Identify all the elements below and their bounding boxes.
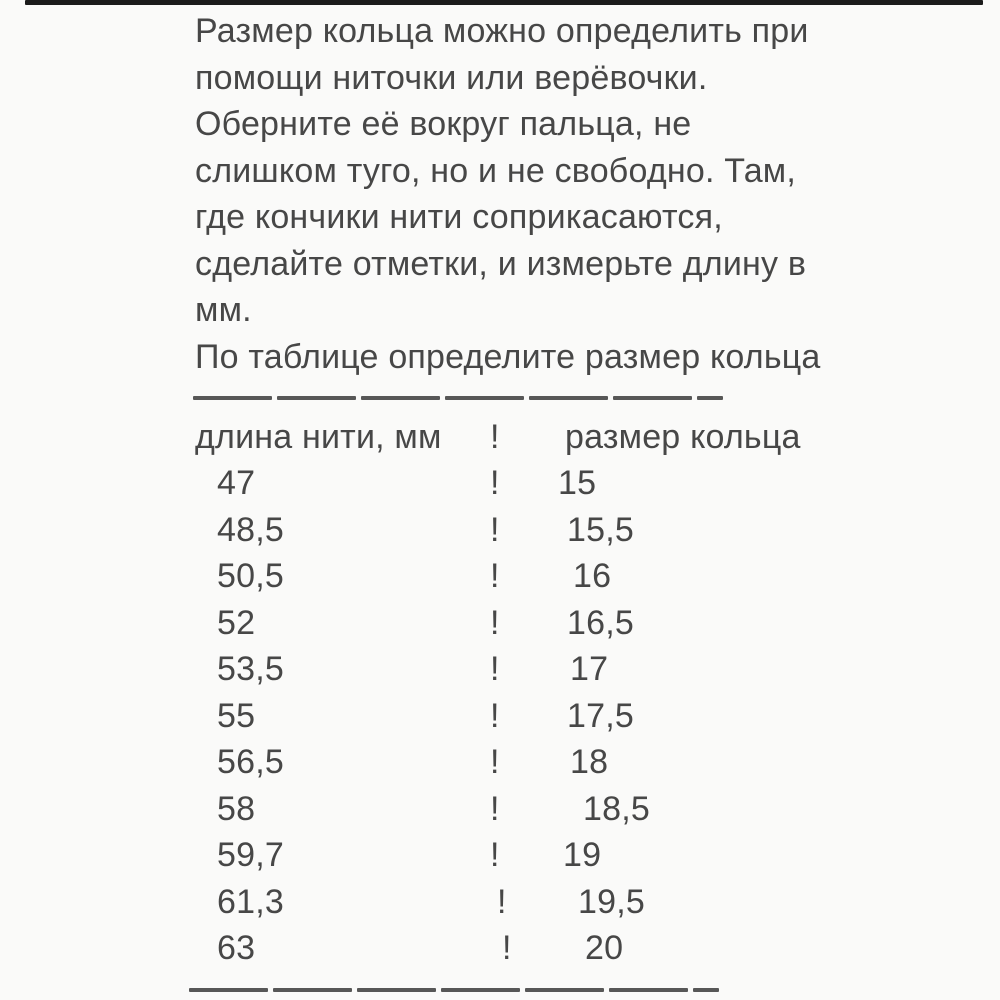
length-cell: 59,7: [217, 836, 284, 875]
dash-segment: [609, 988, 688, 992]
length-header-cell: длина нити, мм: [195, 417, 442, 456]
size-cell: 18: [570, 743, 609, 782]
table-row: [195, 926, 895, 973]
table-header-row: [195, 414, 895, 461]
length-cell: 52: [217, 603, 256, 642]
dash-segment: [529, 396, 608, 400]
dash-segment: [277, 396, 356, 400]
length-cell: 63: [217, 929, 256, 968]
table-row: [195, 647, 895, 694]
dashed-divider-bottom: [189, 988, 895, 992]
table-row: [195, 461, 895, 508]
size-cell: 16,5: [567, 603, 634, 642]
photo-top-border: [25, 0, 983, 5]
dash-segment: [189, 988, 268, 992]
dash-segment: [525, 988, 604, 992]
dash-segment: [613, 396, 692, 400]
dash-segment: [357, 988, 436, 992]
instructions-line: мм.: [195, 291, 252, 329]
dashed-divider-top: [193, 396, 895, 400]
column-separator: !: [490, 417, 500, 456]
size-cell: 15: [558, 464, 597, 503]
dash-segment: [193, 396, 272, 400]
table-row: [195, 554, 895, 601]
dash-segment: [445, 396, 524, 400]
length-cell: 61,3: [217, 882, 284, 921]
size-cell: 16: [573, 557, 612, 596]
separator-cell: !: [490, 510, 500, 549]
table-row: [195, 507, 895, 554]
length-cell: 56,5: [217, 743, 284, 782]
separator-cell: !: [490, 603, 500, 642]
table-row: [195, 879, 895, 926]
length-cell: 48,5: [217, 510, 284, 549]
instructions-line: Оберните её вокруг пальца, не: [195, 105, 692, 143]
separator-cell: !: [490, 650, 500, 689]
size-cell: 19: [563, 836, 602, 875]
size-cell: 20: [585, 929, 624, 968]
size-cell: 18,5: [583, 789, 650, 828]
instructions-line: помощи ниточки или верёвочки.: [195, 58, 708, 97]
length-cell: 50,5: [217, 557, 284, 596]
length-cell: 47: [217, 464, 256, 503]
separator-cell: !: [490, 789, 500, 828]
ring-size-table: [195, 414, 895, 972]
separator-cell: !: [490, 836, 500, 875]
dash-segment: [697, 396, 723, 400]
separator-cell: !: [490, 696, 500, 735]
table-row: [195, 600, 895, 647]
table-row: [195, 740, 895, 787]
size-cell: 19,5: [578, 882, 645, 921]
separator-cell: !: [490, 743, 500, 782]
length-cell: 53,5: [217, 650, 284, 689]
size-cell: 17,5: [567, 696, 634, 735]
table-row: [195, 833, 895, 880]
instructions-line: слишком туго, но и не свободно. Там,: [195, 151, 797, 190]
length-cell: 58: [217, 789, 256, 828]
dash-segment: [693, 988, 719, 992]
separator-cell: !: [490, 557, 500, 596]
separator-cell: !: [497, 882, 507, 921]
content-column: [195, 8, 895, 992]
dash-segment: [273, 988, 352, 992]
size-header-cell: размер кольца: [565, 417, 801, 456]
instructions-line: где кончики нити соприкасаются,: [195, 198, 723, 236]
instructions-line: Размер кольца можно определить при: [195, 12, 809, 50]
dash-segment: [441, 988, 520, 992]
instructions-line: сделайте отметки, и измерьте длину в: [195, 244, 807, 283]
table-row: [195, 693, 895, 740]
length-cell: 55: [217, 696, 256, 735]
instructions-paragraph: [195, 8, 895, 380]
table-row: [195, 786, 895, 833]
instructions-line: По таблице определите размер кольца: [195, 337, 821, 376]
size-cell: 17: [570, 650, 609, 689]
separator-cell: !: [490, 464, 500, 503]
size-cell: 15,5: [567, 510, 634, 549]
separator-cell: !: [502, 929, 512, 968]
dash-segment: [361, 396, 440, 400]
